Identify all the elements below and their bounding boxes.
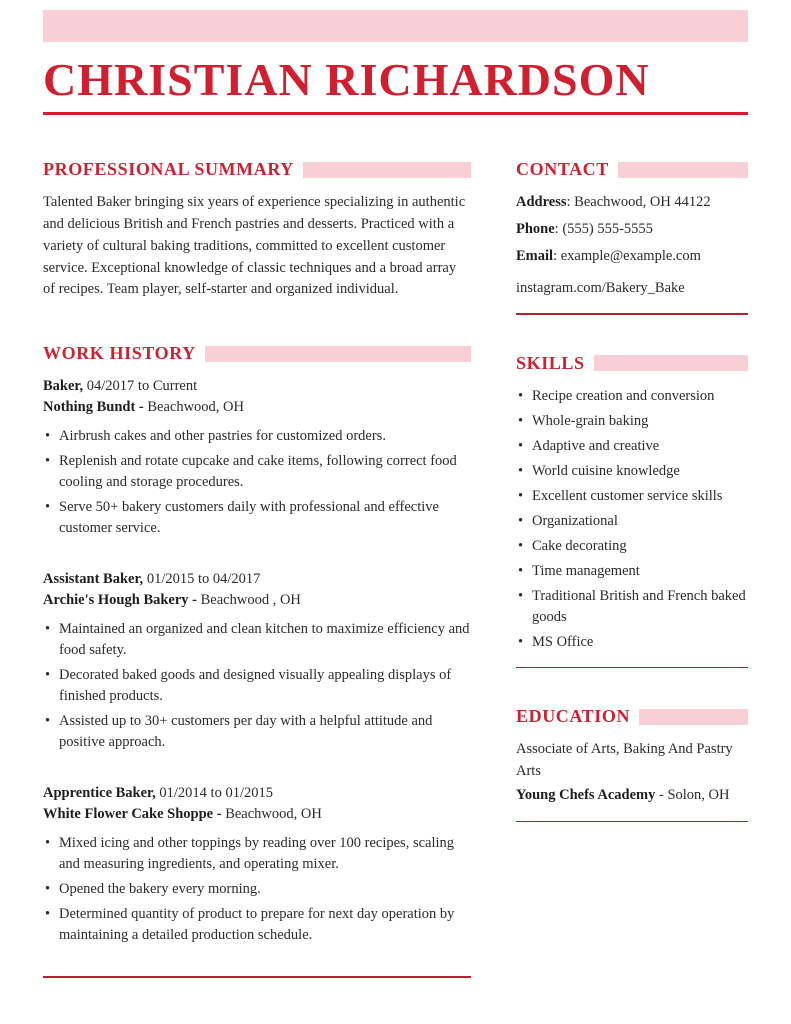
job-title: Assistant Baker, (43, 571, 144, 588)
job-company-line (43, 804, 471, 825)
summary-text: Talented Baker bringing six years of experience specializing in authentic and delicious British and French pastries and desserts. Practiced with a variety of cultural baking traditions, committed to excellent customer service. Exceptional knowledge of classic techniques and a broad array of recipes. Team player, self-starter and organized individual. (43, 194, 466, 298)
bullet-item: • Airbrush cakes and other pastries for customized orders. (43, 426, 471, 447)
job-dates: 01/2014 to 01/2015 (159, 785, 273, 802)
skills-divider (516, 667, 748, 669)
bullet-item: • Decorated baked goods and designed visually appealing displays of finished products. (43, 665, 471, 707)
job-title-line (43, 783, 471, 804)
left-column (43, 159, 471, 978)
education-school: Young Chefs Academy (516, 786, 656, 803)
contact-label: Email (516, 247, 554, 264)
skill-item: • Excellent customer service skills (516, 486, 748, 507)
education-heading (516, 706, 748, 727)
contact-heading (516, 159, 748, 180)
job-entry (43, 783, 471, 946)
work-history-divider (43, 976, 471, 978)
work-history-section (43, 343, 471, 978)
job-company-line (43, 397, 471, 418)
page-title: CHRISTIAN RICHARDSON (43, 54, 650, 105)
heading-accent-bar (639, 709, 748, 725)
job-company-line (43, 590, 471, 611)
heading-text: WORK HISTORY (43, 343, 196, 364)
professional-summary-heading (43, 159, 471, 180)
job-company: Archie's Hough Bakery - (43, 592, 197, 609)
contact-value: : (555) 555-5555 (554, 221, 653, 238)
job-title-line (43, 376, 471, 397)
bullet-item: • Maintained an organized and clean kitchen to maximize efficiency and food safety. (43, 619, 471, 661)
top-accent-bar (43, 10, 748, 42)
education-school-line (516, 785, 748, 807)
job-bullet-list (43, 833, 471, 946)
job-bullet-list (43, 619, 471, 753)
work-history-heading (43, 343, 471, 364)
bullet-item: • Serve 50+ bakery customers daily with professional and effective customer service. (43, 497, 471, 539)
bullet-item: • Determined quantity of product to prepare for next day operation by maintaining a detailed production schedule. (43, 904, 471, 946)
heading-text: EDUCATION (516, 706, 631, 727)
bullet-item: • Assisted up to 30+ customers per day with a helpful attitude and positive approach. (43, 711, 471, 753)
skills-section (516, 353, 748, 669)
education-divider (516, 821, 748, 823)
contact-value: : Beachwood, OH 44122 (566, 194, 711, 211)
bullet-item: • Replenish and rotate cupcake and cake items, following correct food cooling and storage procedures. (43, 451, 471, 493)
bullet-item: • Mixed icing and other toppings by reading over 100 recipes, scaling and measuring ingredients, and operating mixer. (43, 833, 471, 875)
skill-item: • Recipe creation and conversion (516, 386, 748, 407)
heading-accent-bar (205, 346, 471, 362)
professional-summary-section (43, 159, 471, 301)
skill-item: • Cake decorating (516, 536, 748, 557)
job-location: Beachwood, OH (147, 399, 245, 416)
education-section (516, 706, 748, 822)
contact-value: : example@example.com (553, 247, 701, 264)
contact-section (516, 159, 748, 315)
skill-item: • Time management (516, 561, 748, 582)
job-location: Beachwood, OH (225, 806, 322, 823)
job-entry (43, 569, 471, 753)
heading-text: CONTACT (516, 159, 609, 180)
heading-accent-bar (594, 355, 748, 371)
job-title: Baker, (43, 378, 84, 395)
job-company: Nothing Bundt - (43, 399, 144, 416)
heading-accent-bar (618, 162, 748, 178)
job-dates: 01/2015 to 04/2017 (146, 571, 261, 588)
skill-item: • Organizational (516, 511, 748, 532)
skill-item: • MS Office (516, 632, 748, 653)
heading-text: PROFESSIONAL SUMMARY (43, 159, 294, 180)
skills-list (516, 386, 748, 653)
skill-item: • World cuisine knowledge (516, 461, 748, 482)
bullet-item: • Opened the bakery every morning. (43, 879, 471, 900)
content-columns (43, 159, 748, 978)
job-location: Beachwood , OH (200, 592, 301, 609)
contact-label: Address (516, 194, 567, 211)
job-company: White Flower Cake Shoppe - (43, 806, 222, 823)
skills-heading (516, 353, 748, 374)
heading-text: SKILLS (516, 352, 585, 373)
name-underline (43, 112, 748, 115)
skill-item: • Traditional British and French baked goods (516, 586, 748, 628)
education-location: - Solon, OH (655, 786, 730, 803)
contact-divider (516, 313, 748, 315)
job-title-line (43, 569, 471, 590)
job-bullet-list (43, 426, 471, 539)
right-column (516, 159, 748, 978)
contact-label: Phone (516, 221, 555, 238)
education-degree: Associate of Arts, Baking And Pastry Arts (516, 741, 733, 780)
contact-email (516, 246, 748, 268)
heading-accent-bar (303, 162, 471, 178)
job-title: Apprentice Baker, (43, 785, 156, 802)
contact-phone (516, 219, 748, 241)
contact-address (516, 192, 748, 214)
skill-item: • Whole-grain baking (516, 411, 748, 432)
job-dates: 04/2017 to Current (86, 378, 198, 395)
skill-item: • Adaptive and creative (516, 436, 748, 457)
contact-instagram: instagram.com/Bakery_Bake (516, 279, 685, 296)
job-entry (43, 376, 471, 539)
